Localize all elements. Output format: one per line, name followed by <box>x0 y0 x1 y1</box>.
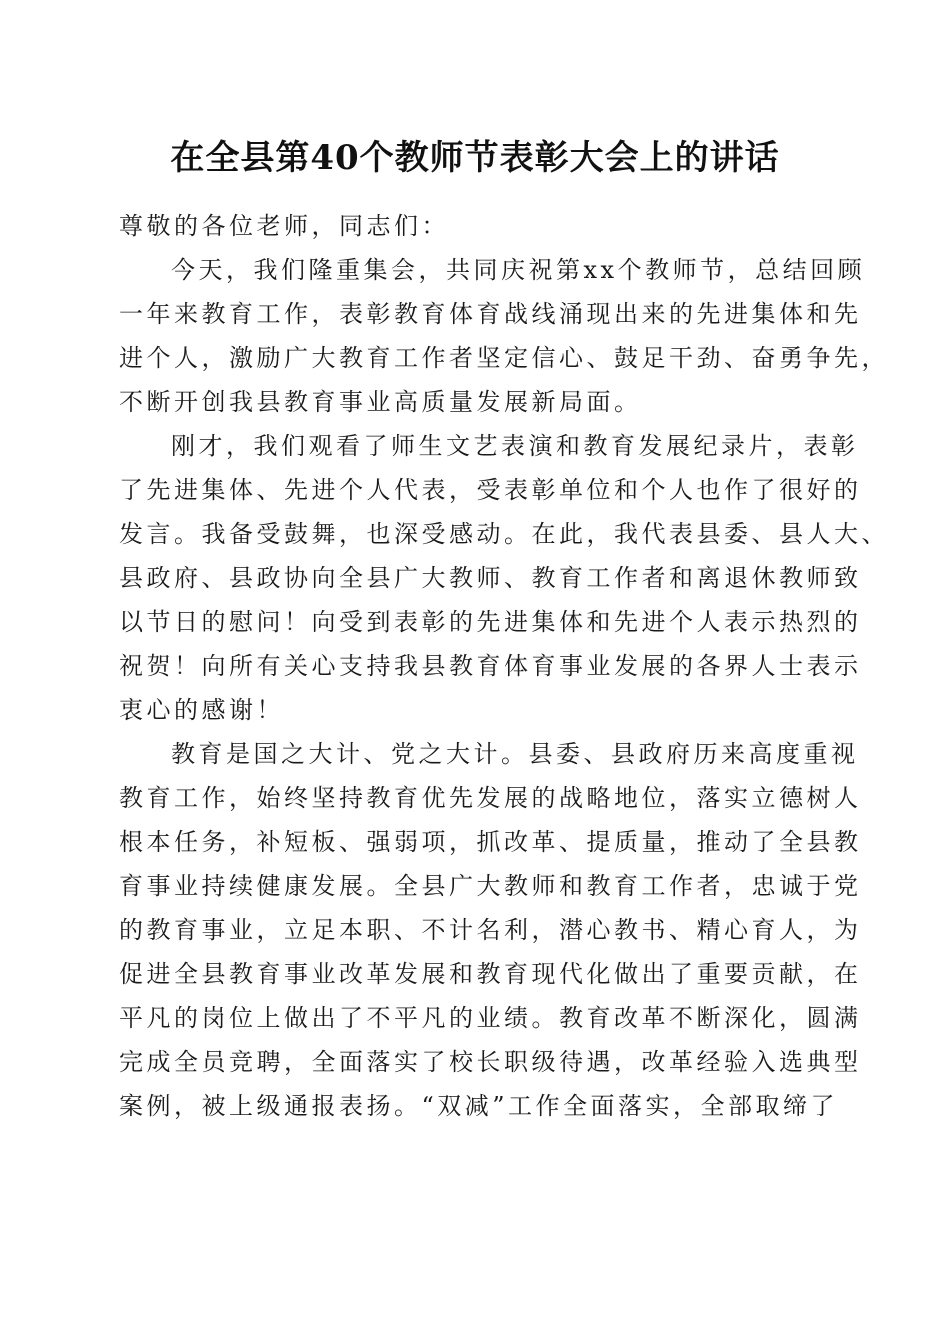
paragraph-1-line-4: 不断开创我县教育事业高质量发展新局面。 <box>119 388 642 416</box>
paragraph-3-line-4: 育事业持续健康发展。全县广大教师和教育工作者，忠诚于党 <box>119 872 862 900</box>
salutation-line: 尊敬的各位老师，同志们： <box>119 212 449 240</box>
paragraph-2-line-6: 祝贺！向所有关心支持我县教育体育事业发展的各界人士表示 <box>119 652 862 680</box>
paragraph-3-line-5: 的教育事业，立足本职、不计名利，潜心教书、精心育人，为 <box>119 916 862 944</box>
paragraph-2-line-5: 以节日的慰问！向受到表彰的先进集体和先进个人表示热烈的 <box>119 608 862 636</box>
paragraph-2-line-7: 衷心的感谢！ <box>119 696 284 724</box>
paragraph-3-line-9: 案例，被上级通报表扬。“双减”工作全面落实，全部取缔了 <box>119 1092 839 1120</box>
document-body <box>119 204 889 1128</box>
paragraph-1-line-3: 进个人，激励广大教育工作者坚定信心、鼓足干劲、奋勇争先， <box>119 344 889 372</box>
paragraph-3-line-3: 根本任务，补短板、强弱项，抓改革、提质量，推动了全县教 <box>119 828 862 856</box>
document-title: 在全县第40个教师节表彰大会上的讲话 <box>170 138 780 178</box>
paragraph-3-line-7: 平凡的岗位上做出了不平凡的业绩。教育改革不断深化，圆满 <box>119 1004 862 1032</box>
paragraph-3-line-2: 教育工作，始终坚持教育优先发展的战略地位，落实立德树人 <box>119 784 862 812</box>
paragraph-2-line-3: 发言。我备受鼓舞，也深受感动。在此，我代表县委、县人大、 <box>119 520 889 548</box>
paragraph-2-line-1: 刚才，我们观看了师生文艺表演和教育发展纪录片，表彰 <box>171 432 859 460</box>
paragraph-1-line-2: 一年来教育工作，表彰教育体育战线涌现出来的先进集体和先 <box>119 300 862 328</box>
paragraph-1-line-1: 今天，我们隆重集会，共同庆祝第xx个教师节，总结回顾 <box>171 256 866 284</box>
paragraph-3-line-6: 促进全县教育事业改革发展和教育现代化做出了重要贡献，在 <box>119 960 862 988</box>
paragraph-3-line-1: 教育是国之大计、党之大计。县委、县政府历来高度重视 <box>171 740 859 768</box>
paragraph-2-line-4: 县政府、县政协向全县广大教师、教育工作者和离退休教师致 <box>119 564 862 592</box>
paragraph-3-line-8: 完成全员竞聘，全面落实了校长职级待遇，改革经验入选典型 <box>119 1048 862 1076</box>
paragraph-2-line-2: 了先进集体、先进个人代表，受表彰单位和个人也作了很好的 <box>119 476 862 504</box>
